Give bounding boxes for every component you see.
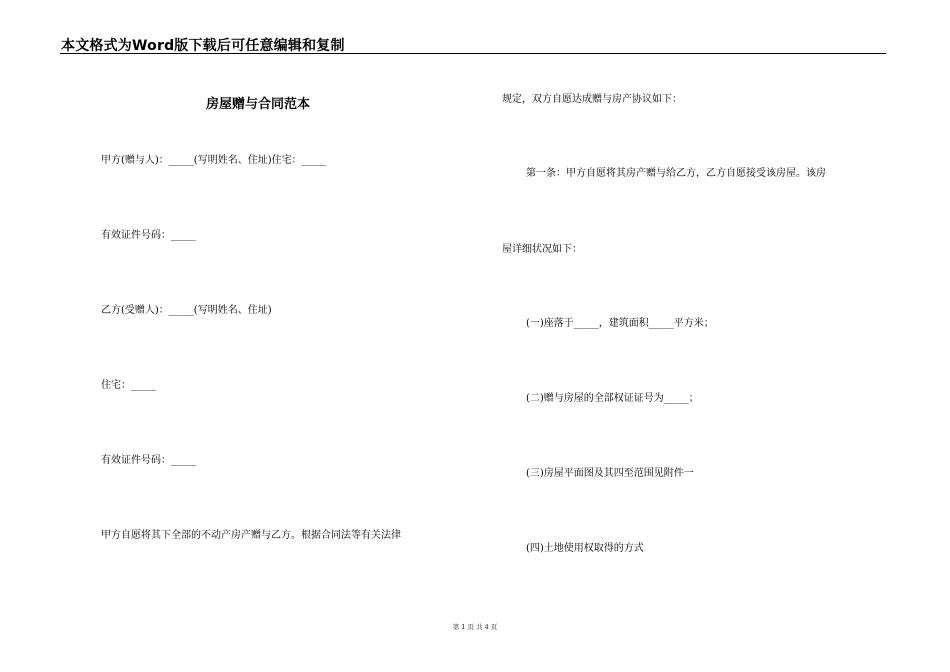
page-number-footer: 第 1 页 共 4 页 [452,623,498,631]
intro-paragraph-line: 甲方自愿将其下全部的不动产房产赠与乙方。根据合同法等有关法律 [101,530,401,541]
party-b-id-line: 有效证件号码：_____ [101,455,196,466]
party-b-line: 乙方(受赠人)：_____(写明姓名、住址) [101,305,272,316]
party-b-address-line: 住宅：_____ [101,380,156,391]
page-header-title: 本文格式为Word版下载后可任意编辑和复制 [61,38,345,54]
intro-continuation-line: 规定，双方自愿达成赠与房产协议如下： [502,94,682,105]
party-a-line: 甲方(赠与人)：_____(写明姓名、住址)住宅：_____ [101,155,327,166]
article-one-line: 第一条：甲方自愿将其房产赠与给乙方，乙方自愿接受该房屋。该房 [526,168,826,179]
item-one-line: (一)座落于_____，建筑面积_____平方米； [526,318,714,329]
article-one-continuation-line: 屋详细状况如下： [502,244,582,255]
item-three-line: (三)房屋平面图及其四至范围见附件一 [526,468,694,479]
header-divider [60,53,886,54]
party-a-id-line: 有效证件号码：_____ [101,230,196,241]
item-four-line: (四)土地使用权取得的方式 [526,543,644,554]
item-two-line: (二)赠与房屋的全部权证证号为_____； [526,393,699,404]
document-title: 房屋赠与合同范本 [206,97,311,112]
